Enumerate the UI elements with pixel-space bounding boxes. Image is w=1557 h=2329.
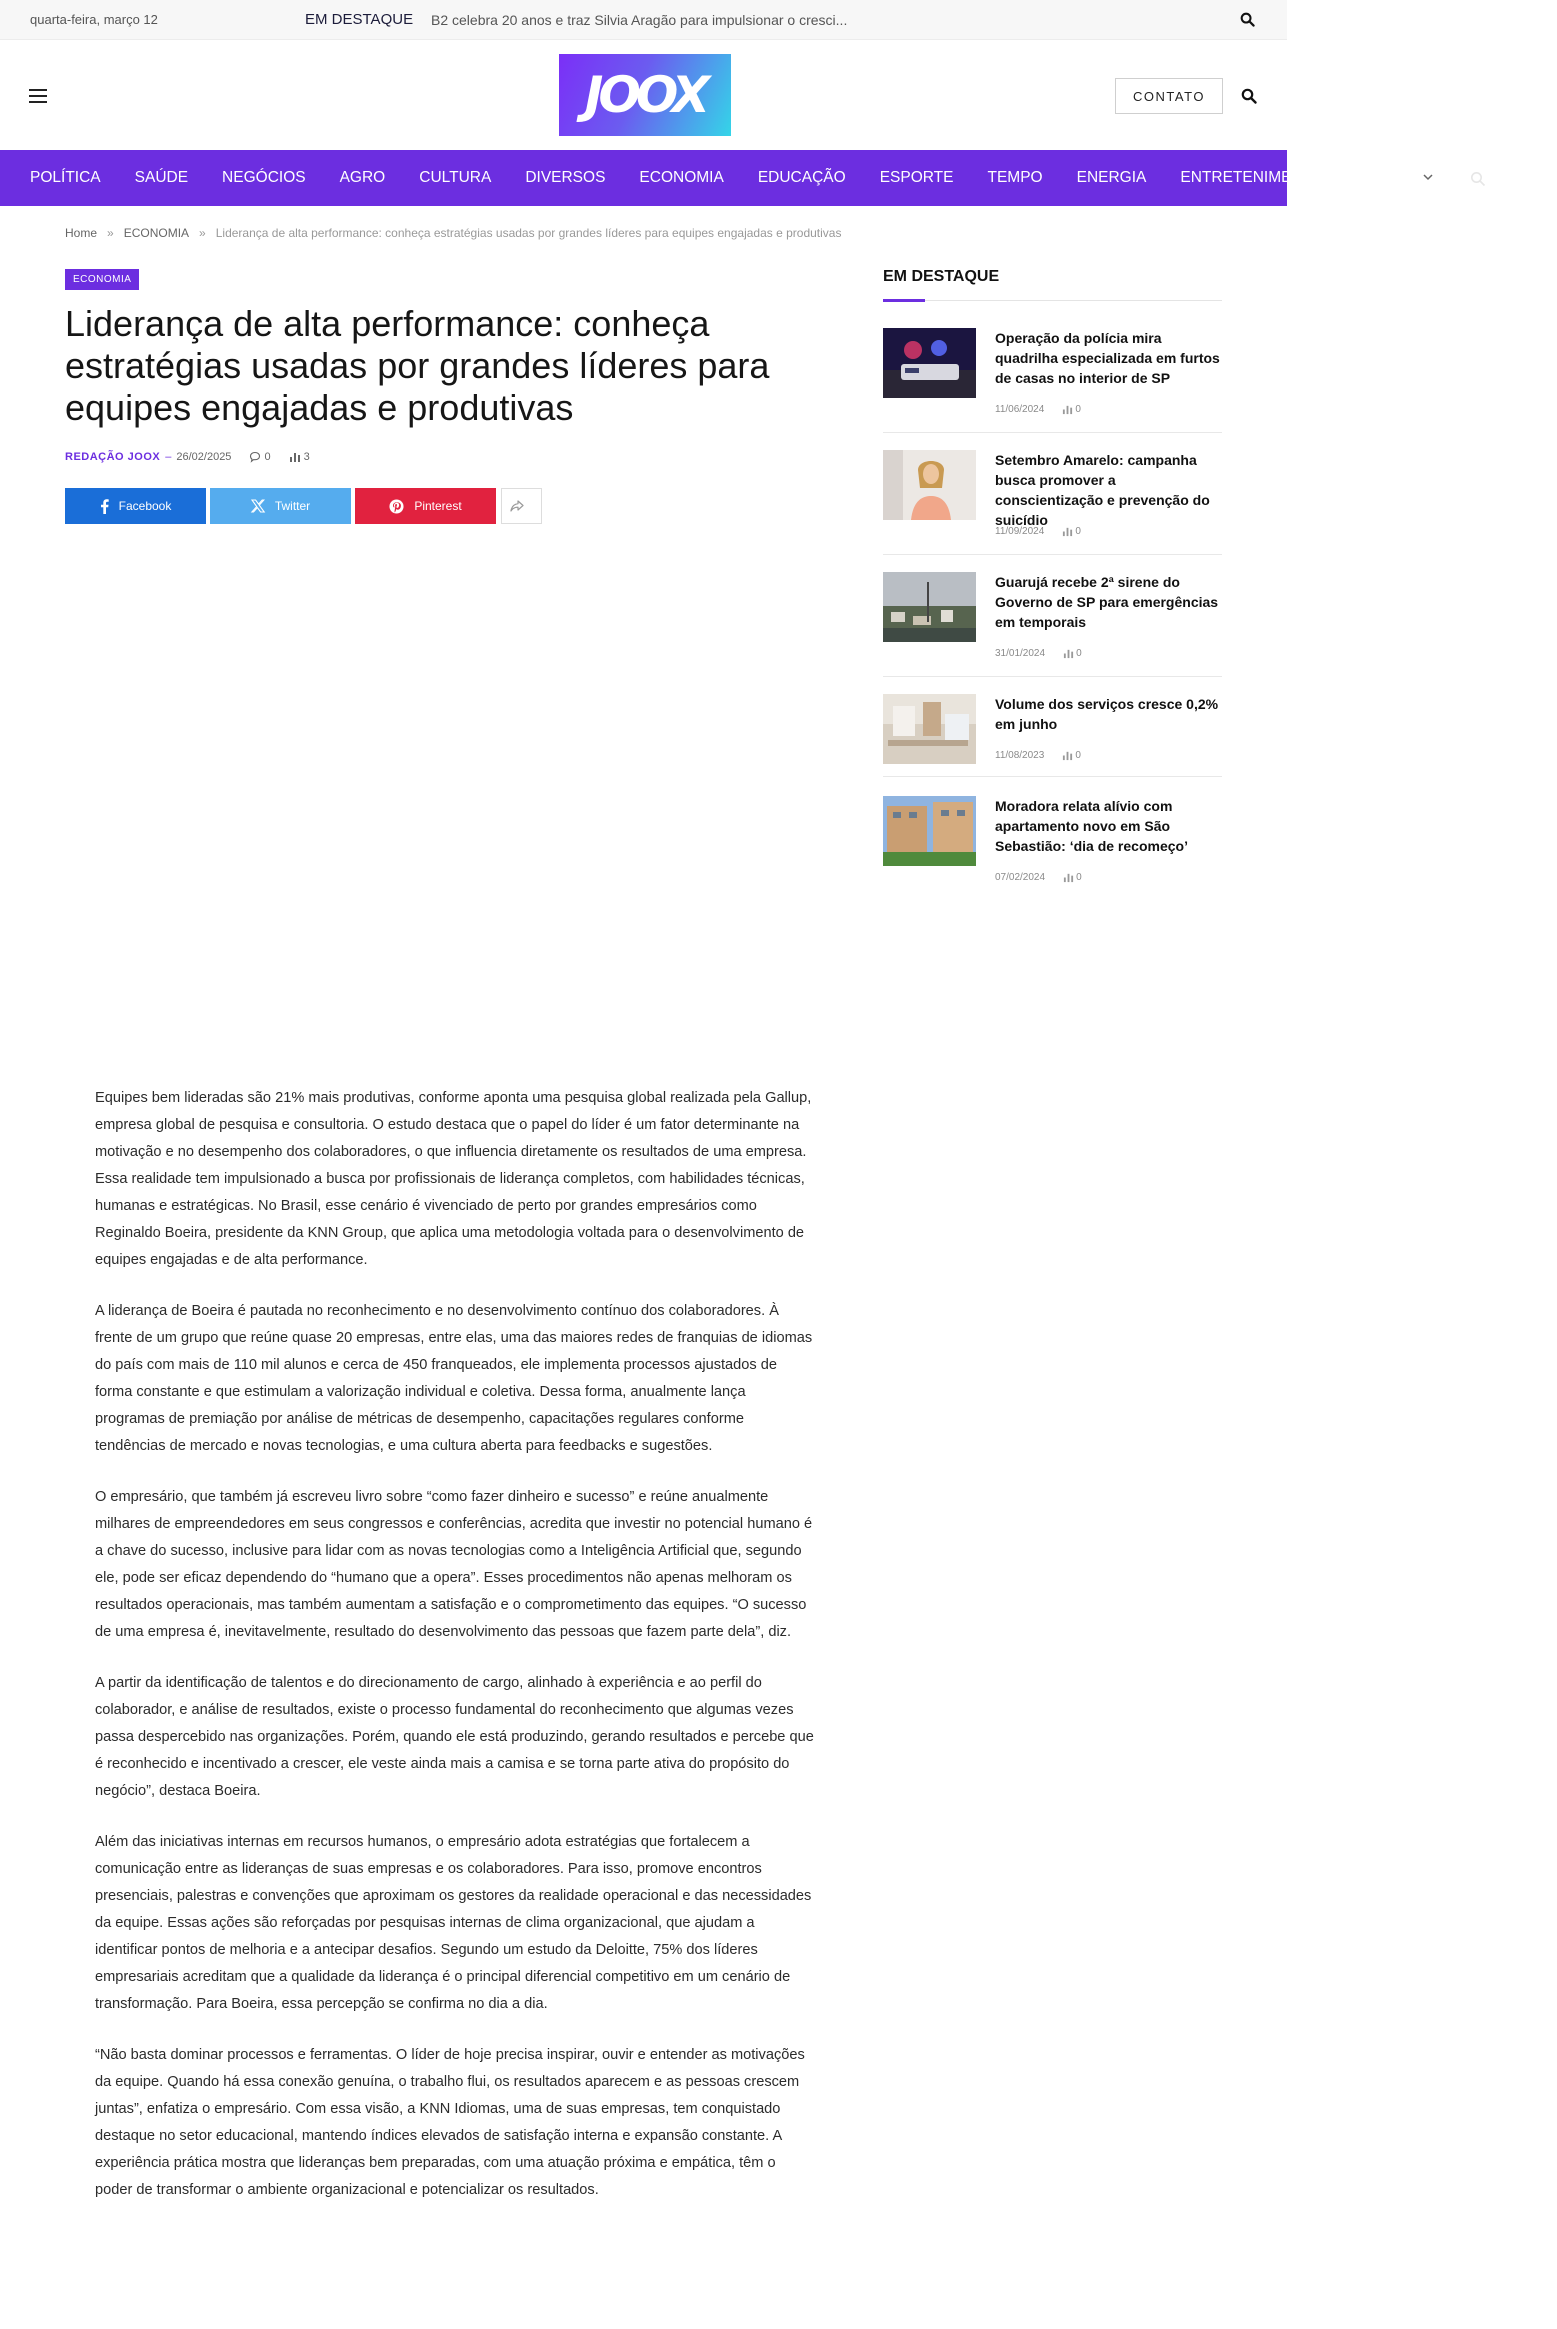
- breadcrumb-current: Liderança de alta performance: conheça estratégias usadas por grandes líderes para equipes engajadas e produtivas: [215, 226, 842, 240]
- post-thumbnail[interactable]: [883, 694, 976, 764]
- search-icon[interactable]: [1241, 88, 1258, 105]
- views-icon: [1062, 404, 1073, 415]
- post-views: 0: [1076, 872, 1082, 883]
- chevron-down-icon[interactable]: [1422, 170, 1436, 184]
- main-nav: [0, 150, 1324, 206]
- logo-text: JOOX: [584, 66, 706, 124]
- sidebar-divider: [883, 554, 1222, 555]
- nav-item-saude[interactable]: SAÚDE: [134, 169, 189, 186]
- post-title[interactable]: Operação da polícia mira quadrilha especializada em furtos de casas no interior de SP: [995, 330, 1220, 386]
- post-views: 0: [1075, 526, 1081, 537]
- article-paragraph: Equipes bem lideradas são 21% mais produtivas, conforme aponta uma pesquisa global realizada pela Gallup, empresa global de pesquisa e consultoria. O estudo destaca que o papel do líder é um fator determinante na motivação e no desempenho dos colaboradores, o que influencia diretamente os resultados de uma empresa. Essa realidade tem impulsionado a busca por profissionais de liderança completos, com habilidades técnicas, humanas e estratégicas. No Brasil, esse cenário é vivenciado de perto por grandes empresários como Reginaldo Boeira, presidente da KNN Group, que aplica uma metodologia voltada para o desenvolvimento de equipes engajadas e de alta performance.: [95, 1090, 812, 1268]
- post-views: 0: [1075, 750, 1081, 761]
- views-icon: [1062, 750, 1073, 761]
- comment-icon[interactable]: [249, 451, 261, 463]
- post-title[interactable]: Moradora relata alívio com apartamento novo em São Sebastião: ‘dia de recomeço’: [995, 798, 1188, 854]
- post-thumbnail[interactable]: [883, 796, 976, 866]
- views-icon: [289, 451, 301, 463]
- facebook-icon: [100, 499, 109, 514]
- article-meta: [65, 451, 310, 463]
- share-twitter-button[interactable]: [210, 488, 351, 524]
- pinterest-icon: [389, 499, 404, 514]
- post-views: 0: [1076, 648, 1082, 659]
- breadcrumb-section[interactable]: ECONOMIA: [123, 226, 190, 240]
- views-icon: [1062, 526, 1073, 537]
- article-paragraph: Além das iniciativas internas em recursos humanos, o empresário adota estratégias que fortalecem a comunicação entre as lideranças de suas empresas e os colaboradores. Para isso, promove encontros presenciais, palestras e convenções que aproximam os gestores da realidade operacional e das necessidades da equipe. Essas ações são reforçadas por pesquisas internas de clima organizacional, que ajudam a identificar pontos de melhoria e a antecipar desafios. Segundo um estudo da Deloitte, 75% dos líderes empresariais acreditam que a qualidade da liderança é o principal diferencial competitivo em um cenário de transformação. Para Boeira, essa percepção se confirma no dia a dia.: [95, 1834, 812, 2012]
- article-paragraph: O empresário, que também já escreveu livro sobre “como fazer dinheiro e sucesso” e reúne anualmente milhares de empreendedores em seus congressos e conferências, acredita que investir no potencial humano é a chave do sucesso, inclusive para lidar com as novas tecnologias como a Inteligência Artificial que, segundo ele, pode ser eficaz dependendo do “humano que a opera”. Esses procedimentos não apenas melhoram os resultados operacionais, mas também aumentam a satisfação e o comprometimento das equipes. “O sucesso de uma empresa é, inevitavelmente, resultado do desenvolvimento das pessoas que fazem parte dela”, diz.: [95, 1489, 813, 1640]
- views-icon: [1063, 648, 1074, 659]
- category-badge[interactable]: ECONOMIA: [65, 269, 139, 290]
- site-header: [0, 40, 1287, 150]
- post-meta: [995, 750, 1081, 761]
- nav-item-tempo[interactable]: TEMPO: [987, 169, 1043, 186]
- post-thumbnail[interactable]: [883, 450, 976, 520]
- post-title[interactable]: Setembro Amarelo: campanha busca promover a conscientização e prevenção do suicídio: [995, 452, 1210, 528]
- sidebar-title-divider: [883, 300, 1222, 301]
- current-date: quarta-feira, março 12: [30, 12, 158, 27]
- breadcrumb-separator: »: [199, 226, 206, 240]
- nav-item-energia[interactable]: ENERGIA: [1076, 169, 1147, 186]
- post-date: 11/09/2024: [995, 526, 1045, 537]
- trending-label: EM DESTAQUE: [305, 11, 414, 28]
- menu-icon[interactable]: [29, 89, 47, 103]
- sidebar-post[interactable]: [883, 694, 1222, 774]
- nav-list: [30, 150, 1358, 206]
- publish-date: 26/02/2025: [176, 451, 232, 463]
- breadcrumb-home[interactable]: Home: [65, 226, 98, 240]
- share-pinterest-button[interactable]: [355, 488, 496, 524]
- author-link[interactable]: REDAÇÃO JOOX: [65, 451, 161, 463]
- article-body: [95, 1085, 815, 2228]
- sidebar-post[interactable]: [883, 572, 1222, 672]
- share-twitter-label: Twitter: [274, 499, 311, 513]
- view-count: 3: [303, 451, 310, 463]
- share-more-button[interactable]: [501, 488, 542, 524]
- post-title[interactable]: Guarujá recebe 2ª sirene do Governo de SP para emergências em temporais: [995, 574, 1219, 630]
- post-meta: [995, 526, 1081, 537]
- comment-count: 0: [264, 451, 271, 463]
- breadcrumb-separator: »: [107, 226, 114, 240]
- sidebar-divider: [883, 676, 1222, 677]
- post-meta: [995, 404, 1081, 415]
- article-paragraph: “Não basta dominar processos e ferramentas. O líder de hoje precisa inspirar, ouvir e entender as motivações da equipe. Quando há essa conexão genuína, o trabalho flui, os resultados aparecem e as pessoas crescem juntas”, enfatiza o empresário. Com essa visão, a KNN Idiomas, uma de suas empresas, tem conquistado destaque no setor educacional, mantendo índices elevados de satisfação interna e expansão constante. A experiência prática mostra que lideranças bem preparadas, com uma atuação próxima e empática, têm o poder de transformar o ambiente organizacional e potencializar os resultados.: [95, 2047, 805, 2198]
- nav-item-entretenimento[interactable]: ENTRETENIMENTO: [1180, 169, 1324, 186]
- post-date: 31/01/2024: [995, 648, 1046, 659]
- share-icon: [510, 500, 524, 512]
- post-meta: [995, 872, 1082, 883]
- site-logo[interactable]: [559, 54, 731, 136]
- search-icon[interactable]: [1470, 171, 1486, 187]
- sidebar-post[interactable]: [883, 796, 1222, 896]
- article-paragraph: A partir da identificação de talentos e do direcionamento de cargo, alinhado à experiência e ao perfil do colaborador, e análise de resultados, existe o processo fundamental do reconhecimento que algumas vezes passa despercebido nas organizações. Porém, quando ele está produzindo, gerando resultados e percebe que é reconhecido e incentivado a crescer, ele veste ainda mais a camisa e se torna parte ativa do propósito do negócio”, destaca Boeira.: [95, 1675, 814, 1799]
- nav-item-diversos[interactable]: DIVERSOS: [525, 169, 606, 186]
- post-title[interactable]: Volume dos serviços cresce 0,2% em junho: [995, 696, 1219, 732]
- nav-item-esporte[interactable]: ESPORTE: [879, 169, 954, 186]
- x-twitter-icon: [251, 499, 265, 513]
- contact-button[interactable]: CONTATO: [1115, 78, 1223, 114]
- post-views: 0: [1075, 404, 1081, 415]
- nav-item-economia[interactable]: ECONOMIA: [639, 169, 724, 186]
- article-paragraph: A liderança de Boeira é pautada no reconhecimento e no desenvolvimento contínuo dos colaboradores. À frente de um grupo que reúne quase 20 empresas, entre elas, uma das maiores redes de franquias de idiomas do país com mais de 110 mil alunos e cerca de 450 franqueados, ele implementa processos ajustados de forma constante e que estimulam a valorização individual e coletiva. Dessa forma, anualmente lança programas de premiação por análise de métricas de desempenho, capacitações regulares conforme tendências de mercado e novas tecnologias, e uma cultura aberta para feedbacks e sugestões.: [95, 1303, 813, 1454]
- sidebar-divider: [883, 432, 1222, 433]
- meta-dash: –: [165, 451, 172, 463]
- share-facebook-button[interactable]: [65, 488, 206, 524]
- post-meta: [995, 648, 1082, 659]
- nav-item-politica[interactable]: POLÍTICA: [30, 169, 101, 186]
- post-date: 07/02/2024: [995, 872, 1046, 883]
- nav-item-educacao[interactable]: EDUCAÇÃO: [757, 169, 846, 186]
- share-facebook-label: Facebook: [118, 499, 172, 513]
- post-thumbnail[interactable]: [883, 328, 976, 398]
- share-pinterest-label: Pinterest: [414, 499, 462, 513]
- views-icon: [1063, 872, 1074, 883]
- post-date: 11/08/2023: [995, 750, 1045, 761]
- sidebar-post[interactable]: [883, 328, 1222, 428]
- top-bar: [0, 0, 1287, 40]
- article-title: Liderança de alta performance: conheça estratégias usadas por grandes líderes para equipes engajadas e produtivas: [65, 303, 770, 428]
- trending-headline-link[interactable]: B2 celebra 20 anos e traz Silvia Aragão para impulsionar o cresci...: [431, 12, 848, 28]
- nav-item-cultura[interactable]: CULTURA: [419, 169, 492, 186]
- nav-item-agro[interactable]: AGRO: [339, 169, 386, 186]
- sidebar-post[interactable]: [883, 450, 1222, 550]
- sidebar-divider: [883, 776, 1222, 777]
- nav-item-negocios[interactable]: NEGÓCIOS: [222, 169, 306, 186]
- search-icon[interactable]: [1240, 12, 1256, 28]
- sidebar-title-accent: [883, 299, 925, 302]
- sidebar-title: EM DESTAQUE: [883, 268, 1000, 285]
- breadcrumb: [65, 226, 841, 240]
- post-thumbnail[interactable]: [883, 572, 976, 642]
- post-date: 11/06/2024: [995, 404, 1045, 415]
